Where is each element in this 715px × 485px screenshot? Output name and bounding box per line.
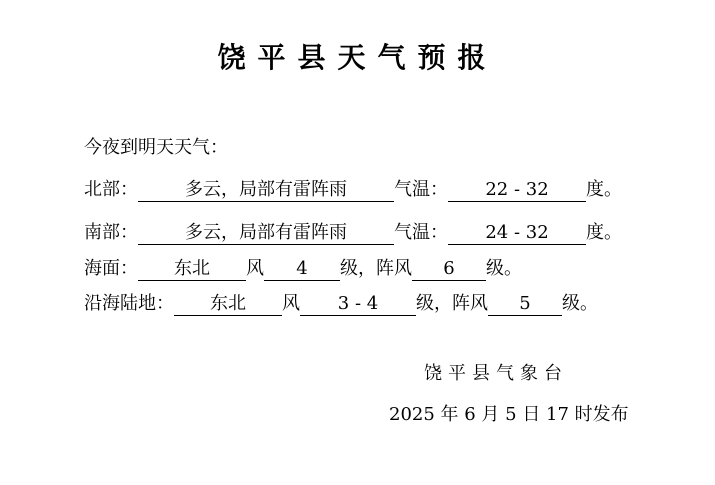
sea-level-end: 级。 — [486, 258, 522, 279]
sea-gust-level: 6 — [412, 258, 486, 281]
north-temp-unit: 度。 — [586, 179, 622, 200]
issuer-name: 饶平县气象台 — [424, 363, 568, 384]
coast-gust-level: 5 — [488, 293, 562, 316]
coast-level-gust: 级，阵风 — [416, 293, 488, 314]
sea-wind-level: 4 — [264, 258, 340, 281]
coast-forecast-line — [84, 292, 598, 316]
south-temp-unit: 度。 — [586, 222, 622, 243]
sea-forecast-line — [84, 257, 522, 281]
north-temp-label: 气温： — [394, 179, 448, 200]
north-label: 北部： — [84, 179, 138, 200]
south-forecast-line — [84, 221, 622, 245]
north-forecast-line — [84, 178, 622, 202]
south-weather-value: 多云，局部有雷阵雨 — [138, 222, 394, 245]
sea-label: 海面： — [84, 258, 138, 279]
coast-wind-word: 风 — [282, 293, 300, 314]
coast-wind-direction: 东北 — [174, 293, 282, 316]
coast-label: 沿海陆地： — [84, 293, 174, 314]
coast-level-end: 级。 — [562, 293, 598, 314]
south-label: 南部： — [84, 222, 138, 243]
intro-line — [84, 136, 228, 160]
page-title: 饶平县天气预报 — [217, 41, 498, 74]
issue-time: 2025 年 6 月 5 日 17 时发布 — [389, 404, 629, 425]
south-temp-label: 气温： — [394, 222, 448, 243]
sea-wind-word: 风 — [246, 258, 264, 279]
north-temp-value: 22 - 32 — [448, 179, 586, 202]
sea-wind-direction: 东北 — [138, 258, 246, 281]
intro-text: 今夜到明天天气： — [84, 137, 228, 158]
north-weather-value: 多云，局部有雷阵雨 — [138, 179, 394, 202]
coast-wind-level: 3 - 4 — [300, 293, 416, 316]
south-temp-value: 24 - 32 — [448, 222, 586, 245]
sea-level-gust: 级，阵风 — [340, 258, 412, 279]
